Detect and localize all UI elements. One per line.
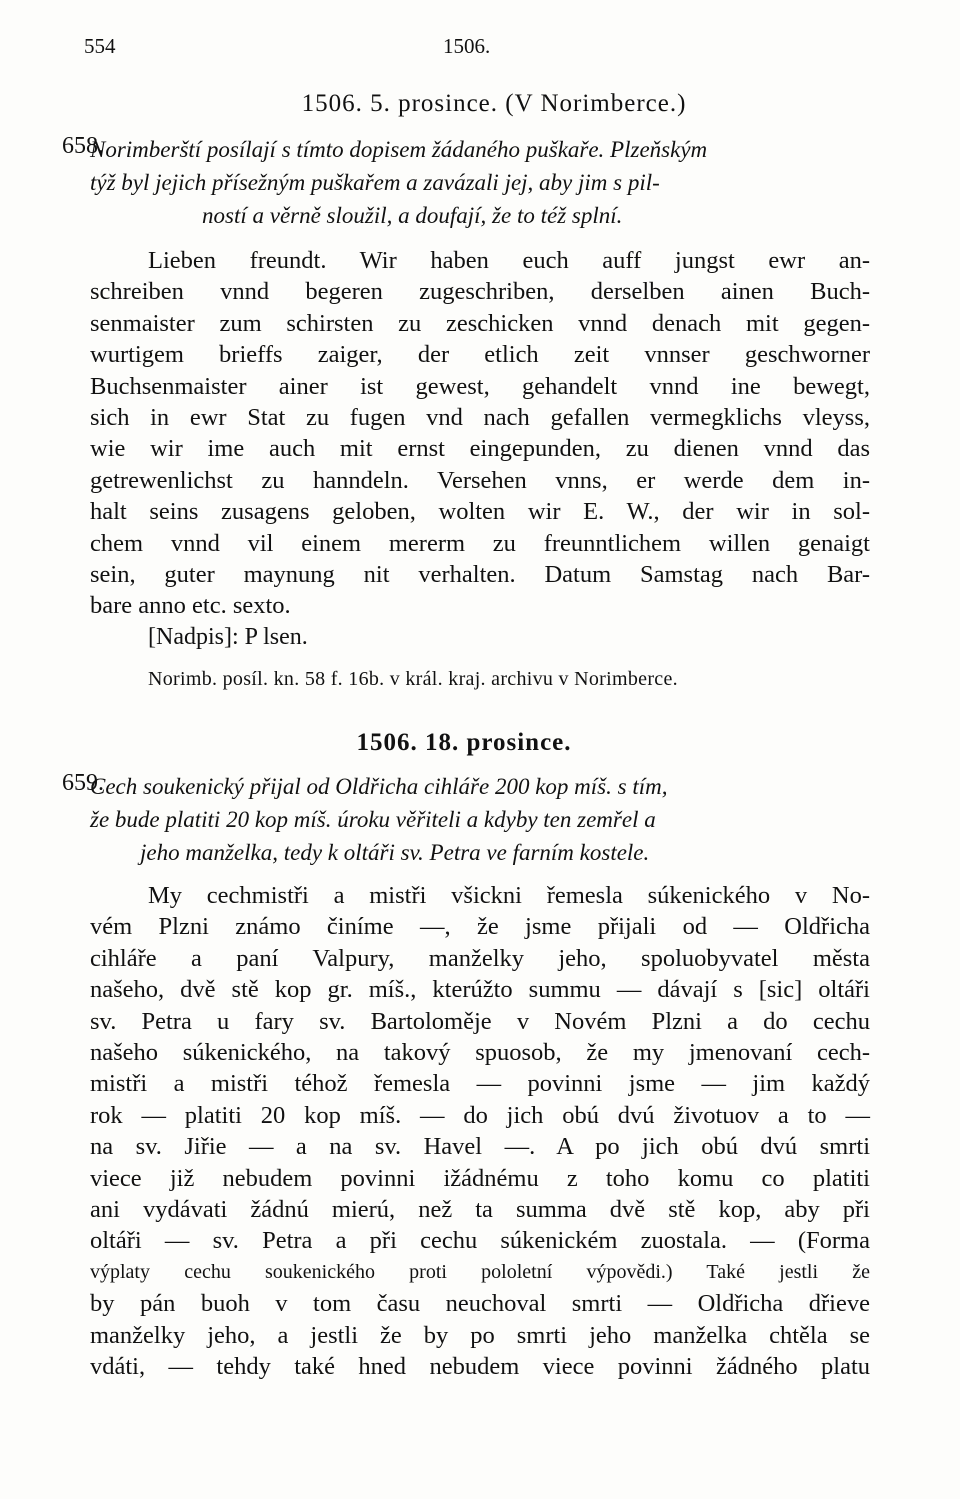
entry-number: 658.: [62, 133, 104, 159]
signature-note: [Nadpis]: P lsen.: [148, 624, 308, 650]
text-line: vém Plzni známo činíme —, že jsme přijali od — Oldřicha: [90, 913, 870, 941]
text-line: wie wir ime auch mit ernst eingepunden, zu dienen vnnd das: [90, 435, 870, 463]
entry-regest: [90, 770, 870, 869]
text-line: oltáři — sv. Petra a při cechu súkenickém zuostala. — (Forma: [90, 1227, 870, 1255]
regest-line: jeho manželka, tedy k oltáři sv. Petra ve farním kostele.: [140, 840, 650, 865]
text-line: wurtigem brieffs zaiger, der etlich zeit vnnser geschworner: [90, 341, 870, 369]
source-citation: Norimb. posíl. kn. 58 f. 16b. v král. kraj. archivu v Norimberce.: [148, 668, 678, 690]
regest-line: že bude platiti 20 kop míš. úroku věřiteli a kdyby ten zemřel a: [90, 807, 656, 832]
entry-date-heading: 1506. 5. prosince. (V Norimberce.): [301, 90, 687, 117]
text-line: rok — platiti 20 kop míš. — do jich obú dvú životuov a to —: [90, 1101, 870, 1129]
running-head-year: 1506.: [443, 34, 491, 58]
regest-line: ností a věrně sloužil, a doufají, že to též splní.: [202, 203, 623, 228]
text-line: getrewenlichst zu hanndeln. Versehen vnns, er werde dem in-: [90, 466, 870, 494]
regest-line: týž byl jejich přísežným puškařem a zavázali jej, aby jim s pil-: [90, 170, 660, 195]
text-line: halt seins zusagens geloben, wolten wir E. W., der wir in sol-: [90, 498, 870, 526]
text-line: Lieben freundt. Wir haben euch auff jungst ewr an-: [148, 247, 870, 274]
regest-line: Cech soukenický přijal od Oldřicha cihláře 200 kop míš. s tím,: [90, 774, 668, 799]
text-line: cihláře a paní Valpury, manželky jeho, spoluobyvatel města: [90, 944, 870, 972]
text-line: sein, guter maynung nit verhalten. Datum Samstag nach Bar-: [90, 561, 870, 589]
text-line: našeho súkenického, na takový spuosob, že my jmenovaní cech-: [90, 1039, 870, 1067]
text-line: sich in ewr Stat zu fugen vnd nach gefallen vermegklichs vleyss,: [90, 404, 870, 432]
text-line: chem vnnd vil einem mererm zu freunntlichem willen genaigt: [90, 529, 870, 557]
text-line: ani vydávati žádnú mierú, než ta summa dvě stě kop, aby při: [90, 1196, 870, 1224]
text-line: bare anno etc. sexto.: [90, 592, 291, 620]
text-line: senmaister zum schirsten zu zeschicken vnnd denach mit gegen-: [90, 309, 870, 337]
text-line: manželky jeho, a jestli že by po smrti jeho manželka chtěla se: [90, 1321, 870, 1349]
regest-line: Norimberští posílají s tímto dopisem žádaného puškaře. Plzeňským: [90, 137, 708, 162]
text-line: viece již nebudem povinni ižádnému z toho komu co platiti: [90, 1164, 870, 1192]
page-number: 554: [84, 34, 116, 58]
entry-number: 659.: [62, 770, 104, 796]
text-line: vdáti, — tehdy také hned nebudem viece povinni žádného platu: [90, 1353, 870, 1381]
entry-regest: [90, 133, 870, 232]
text-line: sv. Petra u fary sv. Bartoloměje v Novém Plzni a do cechu: [90, 1007, 870, 1035]
entry-text: [90, 245, 870, 622]
entry-date-heading: 1506. 18. prosince.: [356, 729, 572, 756]
text-line: by pán buoh v tom času neuchoval smrti — Oldřicha dřieve: [90, 1290, 870, 1318]
text-line: na sv. Jiřie — a na sv. Havel —. A po jich obú dvú smrti: [90, 1133, 870, 1161]
text-line: My cechmistři a mistři všickni řemesla súkenického v No-: [148, 882, 870, 909]
entry-text: [90, 880, 870, 1383]
text-line: schreiben vnnd begeren zugeschriben, derselben ainen Buch-: [90, 278, 870, 306]
text-line: Buchsenmaister ainer ist gewest, gehandelt vnnd ine bewegt,: [90, 372, 870, 400]
text-line: našeho, dvě stě kop gr. míš., kterúžto summu — dávají s [sic] oltáři: [90, 976, 870, 1004]
text-line: výplaty cechu soukenického proti pololetní výpovědi.) Také jestli že: [90, 1260, 870, 1283]
text-line: mistři a mistři téhož řemesla — povinni jsme — jim každý: [90, 1070, 870, 1098]
